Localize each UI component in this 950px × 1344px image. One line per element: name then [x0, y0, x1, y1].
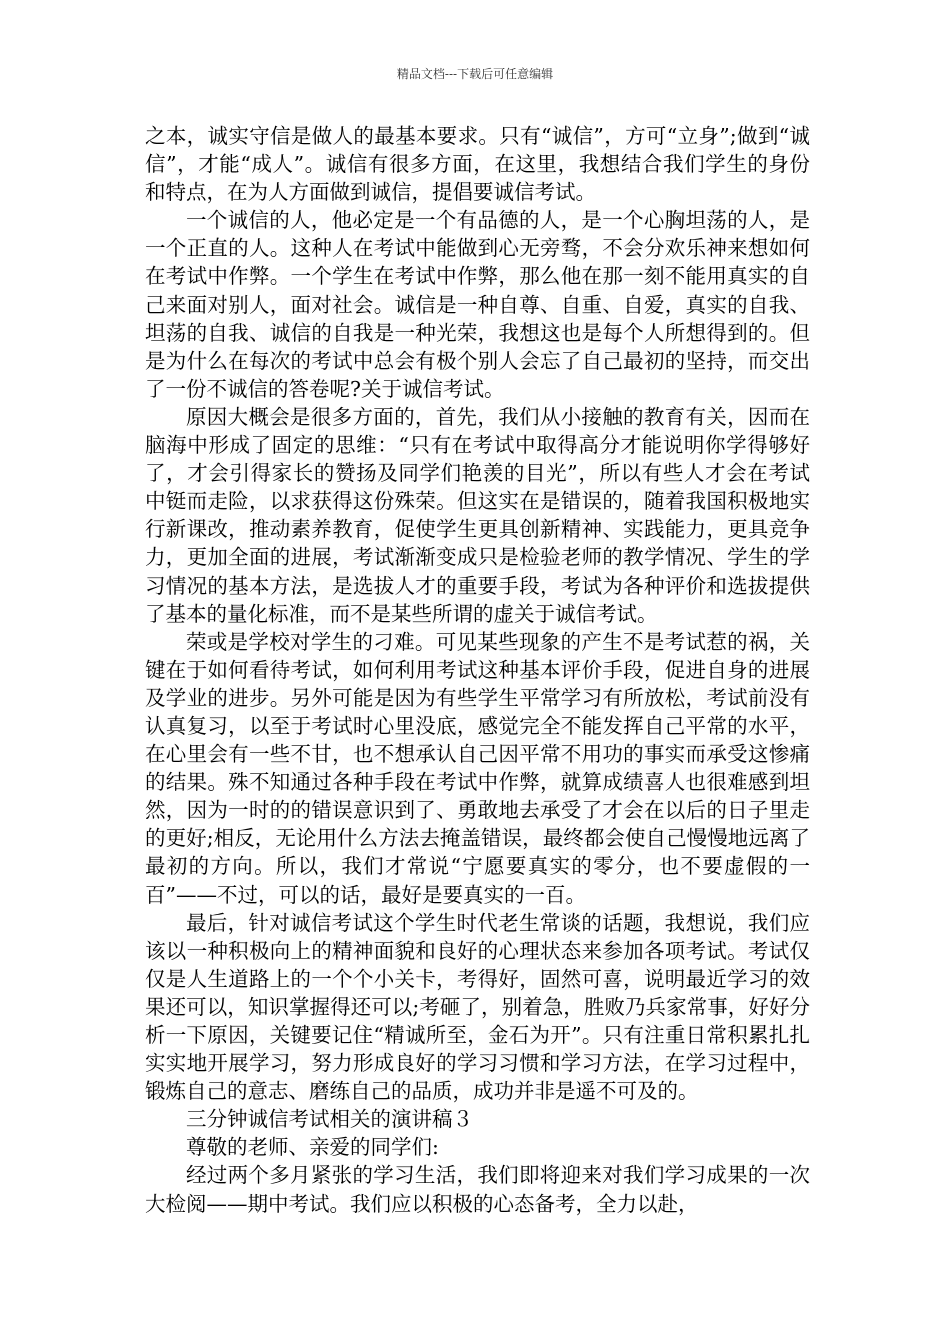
section-title: 三分钟诚信考试相关的演讲稿３: [186, 1107, 473, 1132]
salutation: 尊敬的老师、亲爱的同学们:: [186, 1135, 439, 1160]
paragraph-1: 之本，诚实守信是做人的最基本要求。只有“诚信”，方可“立身”;做到“诚信”，才能“成人”。诚信有很多方面，在这里，我想结合我们学生的身份和特点，在为人方面做到诚信，提倡要诚信考试。: [145, 124, 810, 205]
paragraph-3: 原因大概会是很多方面的，首先，我们从小接触的教育有关，因而在脑海中形成了固定的思维：“只有在考试中取得高分才能说明你学得够好了，才会引得家长的赞扬及同学们艳羡的目光”，所以有些人才会在考试中铤而走险，以求获得这份殊荣。但这实在是错误的，随着我国积极地实行新课改，推动素养教育，促使学生更具创新精神、实践能力，更具竞争力，更加全面的进展，考试渐渐变成只是检验老师的教学情况、学生的学习情况的基本方法，是选拔人才的重要手段，考试为各种评价和选拔提供了基本的量化标准，而不是某些所谓的虚关于诚信考试。: [145, 404, 810, 626]
page-header: 精品文档---下载后可任意编辑: [396, 67, 554, 81]
paragraph-6: 经过两个多月紧张的学习生活，我们即将迎来对我们学习成果的一次大检阅——期中考试。我们应以积极的心态备考，全力以赴，: [145, 1163, 810, 1216]
paragraph-4: 荣或是学校对学生的刁难。可见某些现象的产生不是考试惹的祸，关键在于如何看待考试，如何利用考试这种基本评价手段，促进自身的进展及学业的进步。另外可能是因为有些学生平常学习有所放松，考试前没有认真复习，以至于考试时心里没底，感觉完全不能发挥自己平常的水平，在心里会有一些不甘，也不想承认自己因平常不用功的事实而承受这惨痛的结果。殊不知通过各种手段在考试中作弊，就算成绩喜人也很难感到坦然，因为一时的的错误意识到了、勇敢地去承受了才会在以后的日子里走的更好;相反，无论用什么方法去掩盖错误，最终都会使自己慢慢地远离了最初的方向。所以，我们才常说“宁愿要真实的零分，也不要虚假的一百”——不过，可以的话，最好是要真实的一百。: [145, 629, 810, 907]
paragraph-5: 最后，针对诚信考试这个学生时代老生常谈的话题，我想说，我们应该以一种积极向上的精神面貌和良好的心理状态来参加各项考试。考试仅仅是人生道路上的一个个小关卡，考得好，固然可喜，说明最近学习的效果还可以，知识掌握得还可以;考砸了，别着急，胜败乃兵家常事，好好分析一下原因，关键要记住“精诚所至，金石为开”。只有注重日常积累扎扎实实地开展学习，努力形成良好的学习习惯和学习方法，在学习过程中，锻炼自己的意志、磨练自己的品质，成功并非是遥不可及的。: [145, 910, 810, 1104]
paragraph-2: 一个诚信的人，他必定是一个有品德的人，是一个心胸坦荡的人，是一个正直的人。这种人在考试中能做到心无旁骛，不会分欢乐神来想如何在考试中作弊。一个学生在考试中作弊，那么他在那一刻不能用真实的自己来面对别人，面对社会。诚信是一种自尊、自重、自爱，真实的自我、坦荡的自我、诚信的自我是一种光荣，我想这也是每个人所想得到的。但是为什么在每次的考试中总会有极个别人会忘了自己最初的坚持，而交出了一份不诚信的答卷呢?关于诚信考试。: [145, 208, 810, 401]
document-body: [145, 122, 810, 1218]
